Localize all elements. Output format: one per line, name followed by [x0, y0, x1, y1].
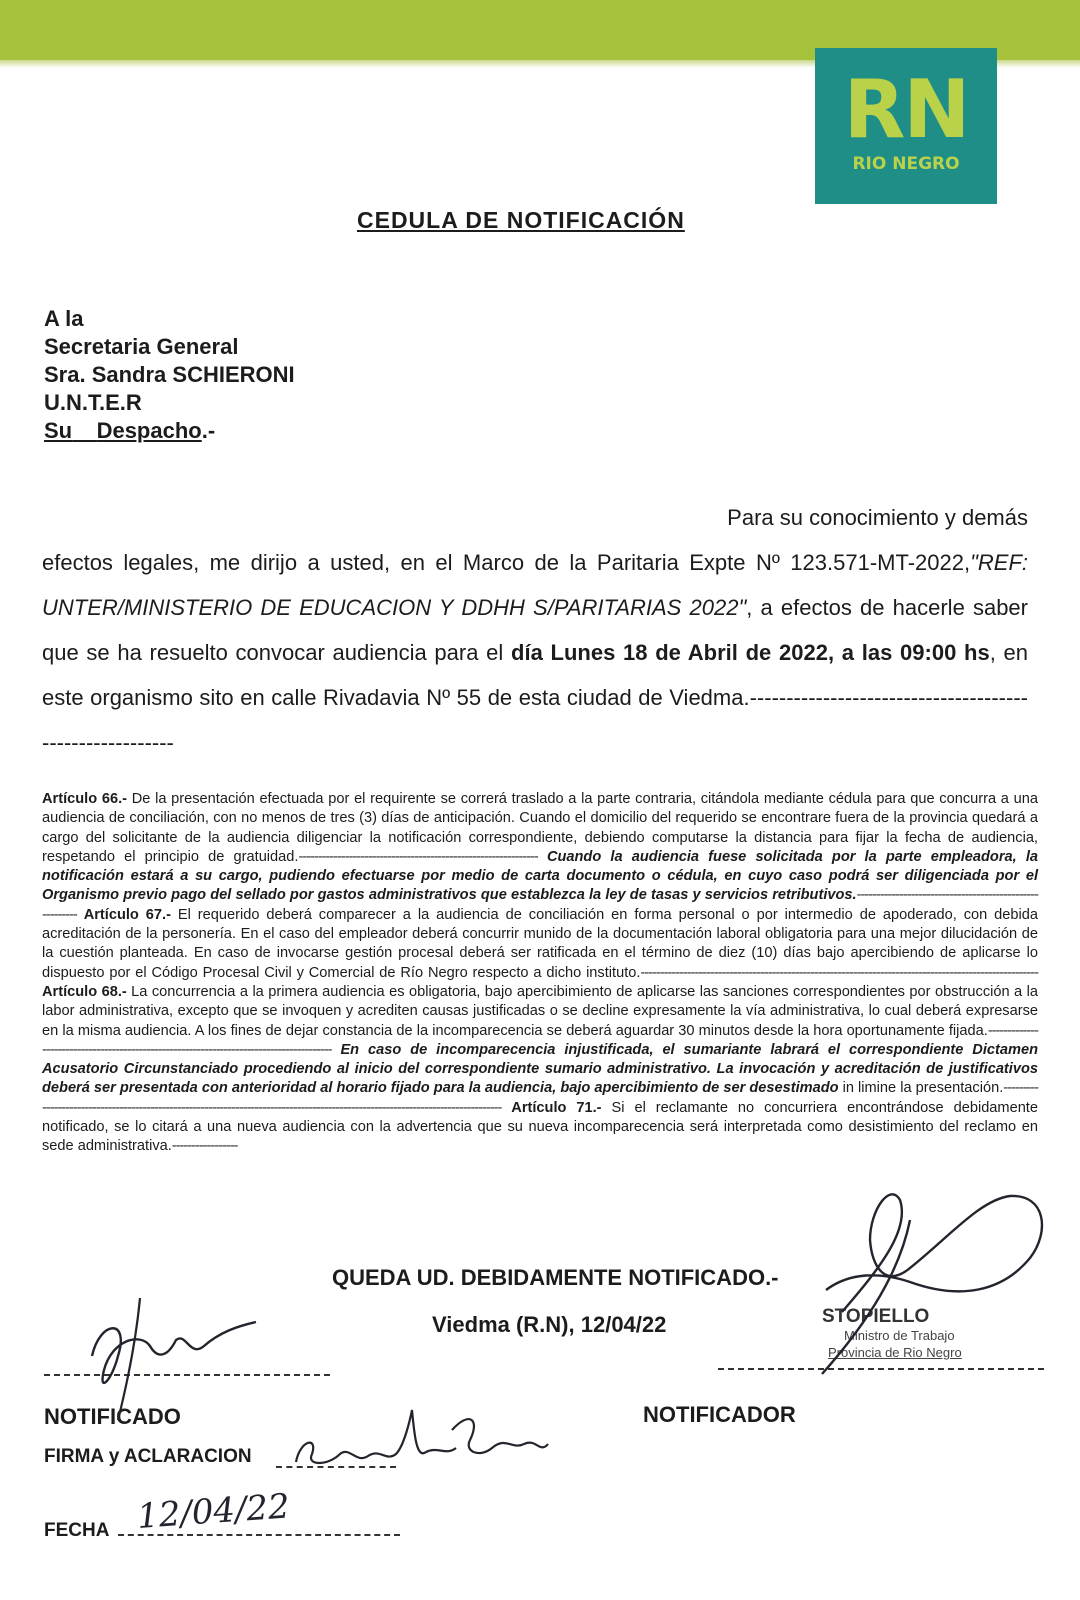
- addressee-block: [44, 305, 295, 445]
- article-71-text: Si el reclamante no concurriera encontrándose debidamente notificado, se lo citará a una nueva audiencia con la advertencia que su nueva incomparecencia será interpretada como desistimiento del reclamo en sede administrativa.: [42, 1099, 1038, 1155]
- notifier-signature-line: [718, 1368, 1044, 1370]
- body-opening: Para su conocimiento y demás: [727, 505, 1028, 530]
- place-and-date: Viedma (R.N), 12/04/22: [432, 1312, 667, 1337]
- notifier-label: NOTIFICADOR: [643, 1402, 796, 1427]
- notified-statement: QUEDA UD. DEBIDAMENTE NOTIFICADO.-: [332, 1265, 779, 1290]
- article-67-text: El requerido deberá comparecer a la audiencia de conciliación en forma personal o por intermedio de apoderado, con debida acreditación de la personería. En el caso del empleador deberá concurrir munido de la documentación laboral obligatoria para una mejor dilucidación de la cuestión planteada. En caso de invocarse gestión procesal deberá ser ratificada en el término de diez (10) días bajo apercibiendo de aplicarse lo dispuesto por el Código Procesal Civil y Comercial de Río Negro respecto a dicho instituto.: [42, 906, 1038, 981]
- notified-label: NOTIFICADO: [44, 1404, 181, 1429]
- article-68-heading: Artículo 68.-: [42, 983, 127, 1000]
- addressee-line: A la: [44, 306, 84, 331]
- body-reference: "REF: UNTER/MINISTERIO DE EDUCACION Y DDHH S/PARITARIAS 2022": [42, 550, 1028, 620]
- signature-clarification-field: [276, 1466, 396, 1468]
- article-71-heading: Artículo 71.-: [511, 1099, 602, 1116]
- article-68-text: La concurrencia a la primera audiencia es obligatoria, bajo apercibimiento de aplicarse las sanciones correspondientes por obstrucción a la labor administrativa, excepto que se invoquen y acrediten causas justificadas o se decline expresamente la vía administrativa, lo cual deberá expresarse en la misma audiencia. A los fines de dejar constancia de la incomparecencia se deberá aguardar 30 minutos desde la hora oportunamente fijada.: [42, 983, 1038, 1039]
- hearing-date: día Lunes 18 de Abril de 2022, a las 09:00 hs: [511, 640, 990, 665]
- addressee-line: Su Despacho.-: [44, 418, 216, 443]
- logo-name: RIO NEGRO: [852, 154, 960, 174]
- stamp-line: Ministro de Trabajo: [844, 1328, 955, 1343]
- legal-articles: Artículo 66.- De la presentación efectuada por el requirente se correrá traslado a la parte contraria, citándola mediante cédula para que concurra a una audiencia de conciliación, con no menos de tres (3) días de anticipación. Cuando el domicilio del requerido se encontrare fuera de la provincia quedará a cargo del solicitante de la audiencia diligenciar la notificación correspondiente, debiendo computarse la distancia para fijar la fecha de audiencia, respetando el principio de gratuidad.-------------------------------------------------------------- Cuando la audiencia fuese solicitada por la parte empleadora, la notificación estará a su cargo, pudiendo efectuarse por medio de carta documento o cédula, en cuyo caso podrá ser diligenciada por el Organismo previo pago del sellado por gastos administrativos que establezca la ley de tasas y servicios retributivos.-------------------------------------------------------- Artículo 67.- El requerido deberá comparecer a la audiencia de conciliación en forma personal o por intermedio de apoderado, con debida acreditación de la personería. En el caso del empleador deberá concurrir munido de la documentación laboral obligatoria para una mejor dilucidación de la cuestión planteada. En caso de invocarse gestión procesal deberá ser ratificada en el término de diez (10) días bajo apercibiendo de aplicarse lo dispuesto por el Código Procesal Civil y Comercial de Río Negro respecto a dicho instituto.------------------------------------------------------------------------------------------------------- Artículo 68.- La concurrencia a la primera audiencia es obligatoria, bajo apercibimiento de aplicarse las sanciones correspondientes por obstrucción a la labor administrativa, excepto que se invoquen y acrediten causas justificadas o se decline expresamente la vía administrativa, lo cual deberá expresarse en la misma audiencia. A los fines de dejar constancia de la incomparecencia se deberá aguardar 30 minutos desde la hora oportunamente fijada.---------------------------------------------------------------------------------------- En caso de incomparecencia injustificada, el sumariante labrará el correspondiente Dictamen Acusatorio Circunstanciado procediendo al inicio del correspondiente sumario administrativo. La invocación y acreditación de justificativos deberá ser presentada con anterioridad al horario fijado para la audiencia, bajo apercibimiento de ser desestimado in limine la presentación.-------------------------------------------------------------------------------------------------------------------------------- Artículo 71.- Si el reclamante no concurriera encontrándose debidamente notificado, se lo citará a una nueva audiencia con la advertencia que su nueva incomparecencia será interpretada como desistimiento del reclamo en sede administrativa.-----------------: [42, 791, 1039, 1155]
- stamp-line: Provincia de Rio Negro: [828, 1345, 962, 1360]
- rio-negro-logo: [815, 48, 997, 204]
- date-handwriting: 12/04/22: [135, 1486, 291, 1537]
- body-paragraph: Para su conocimiento y demás efectos legales, me dirijo a usted, en el Marco de la Paritaria Expte Nº 123.571-MT-2022,"REF: UNTER/MINISTERIO DE EDUCACION Y DDHH S/PARITARIAS 2022", a efectos de hacerle saber que se ha resuelto convocar audiencia para el día Lunes 18 de Abril de 2022, a las 09:00 hs, en este organismo sito en calle Rivadavia Nº 55 de esta ciudad de Viedma.--------------------------------------------------------: [42, 495, 1028, 765]
- article-66-text: De la presentación efectuada por el requirente se correrá traslado a la parte contraria, citándola mediante cédula para que concurra a una audiencia de conciliación, con no menos de tres (3) días de anticipación. Cuando el domicilio del requerido se encontrare fuera de la provincia quedará a cargo del solicitante de la audiencia diligenciar la notificación correspondiente, debiendo computarse la distancia para fijar la fecha de audiencia, respetando el principio de gratuidad.: [42, 791, 1038, 865]
- article-66-heading: Artículo 66.-: [42, 791, 127, 807]
- despacho-word: Despacho: [96, 418, 202, 443]
- signature-clarification-label: FIRMA y ACLARACION: [44, 1446, 252, 1467]
- notified-signature-line: [44, 1374, 330, 1376]
- article-66-italic: Cuando la audiencia fuese solicitada por la parte empleadora, la notificación estará a su cargo, pudiendo efectuarse por medio de carta documento o cédula, en cuyo caso podrá ser diligenciada por el Organismo previo pago del sellado por gastos administrativos que establezca la ley de tasas y servicios retributivos.: [42, 848, 1038, 904]
- addressee-line: U.N.T.E.R: [44, 390, 142, 415]
- document-title: CEDULA DE NOTIFICACIÓN: [357, 207, 685, 233]
- body-text: efectos legales, me dirijo a usted, en el Marco de la Paritaria Expte Nº 123.571-MT-2022,: [42, 550, 971, 575]
- date-label: FECHA: [44, 1520, 110, 1541]
- date-field: [118, 1534, 400, 1536]
- stamp-name: STOPIELLO: [822, 1306, 930, 1327]
- official-stamp: [802, 1308, 1032, 1361]
- despacho-su: Su: [44, 418, 73, 443]
- article-68-italic: En caso de incomparecencia injustificada, el sumariante labrará el correspondiente Dictamen Acusatorio Circunstanciado procediendo al inicio del correspondiente sumario administrativo. La invocación y acreditación de justificativos deberá ser presentada con anterioridad al horario fijado para la audiencia, bajo apercibimiento de ser desestimado: [42, 1041, 1038, 1097]
- logo-mark: RN: [843, 63, 969, 156]
- aclaracion-handwriting: Sandra Schieroni: [300, 1458, 309, 1459]
- addressee-line: Secretaria General: [44, 334, 239, 359]
- addressee-line: Sra. Sandra SCHIERONI: [44, 362, 295, 387]
- article-67-heading: Artículo 67.-: [83, 906, 171, 923]
